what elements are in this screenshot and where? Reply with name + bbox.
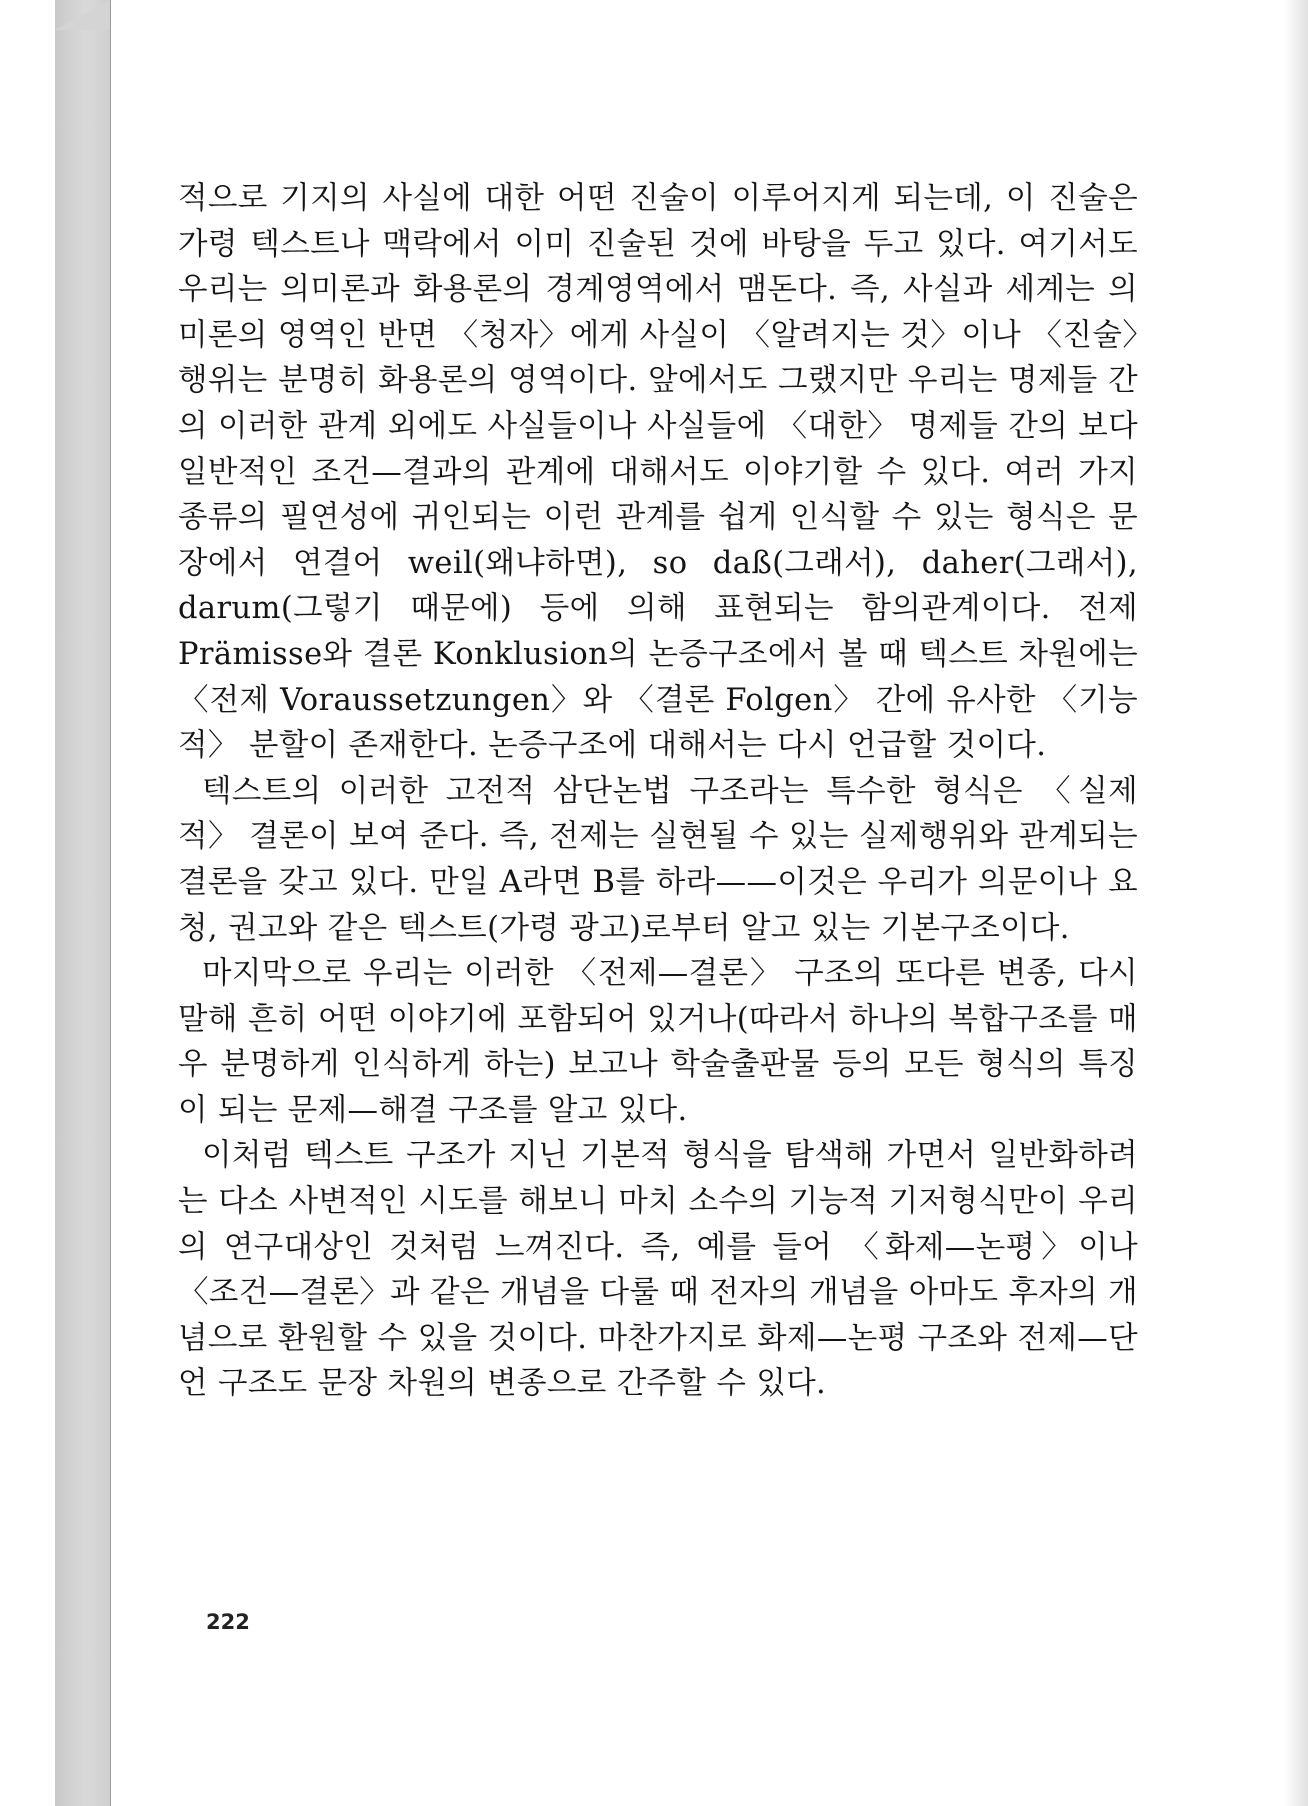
book-spine-top [55, 0, 110, 30]
paragraph-3: 마지막으로 우리는 이러한 〈전제—결론〉 구조의 또다른 변종, 다시 말해 흔히 어떤 이야기에 포함되어 있거나(따라서 하나의 복합구조를 매우 분명하게 인식하게 하는) 보고나 학술출판물 등의 모든 형식의 특징이 되는 문제—해결 구조를 알고 있다. [178, 956, 1138, 1128]
body-text [178, 176, 1138, 1407]
book-spine [55, 0, 110, 1806]
page-number: 222 [206, 1610, 250, 1634]
paragraph-4: 이처럼 텍스트 구조가 지닌 기본적 형식을 탐색해 가면서 일반화하려는 다소 사변적인 시도를 해보니 마치 소수의 기능적 기저형식만이 우리의 연구대상인 것처럼 느껴진다. 즉, 예를 들어 〈화제—논평〉이나 〈조건—결론〉과 같은 개념을 다룰 때 전자의 개념을 아마도 후자의 개념으로 환원할 수 있을 것이다. 마찬가지로 화제—논평 구조와 전제—단언 구조도 문장 차원의 변종으로 간주할 수 있다. [178, 1138, 1138, 1402]
paragraph-1: 적으로 기지의 사실에 대한 어떤 진술이 이루어지게 되는데, 이 진술은 가령 텍스트나 맥락에서 이미 진술된 것에 바탕을 두고 있다. 여기서도 우리는 의미론과 화용론의 경계영역에서 맴돈다. 즉, 사실과 세계는 의미론의 영역인 반면 〈청자〉에게 사실이 〈알려지는 것〉이나 〈진술〉행위는 분명히 화용론의 영역이다. 앞에서도 그랬지만 우리는 명제들 간의 이러한 관계 외에도 사실들이나 사실들에 〈대한〉 명제들 간의 보다 일반적인 조건—결과의 관계에 대해서도 이야기할 수 있다. 여러 가지 종류의 필연성에 귀인되는 이런 관계를 쉽게 인식할 수 있는 형식은 문장에서 연결어 weil(왜냐하면), so daß(그래서), daher(그래서), darum(그렇기 때문에) 등에 의해 표현되는 함의관계이다. 전제 Prämisse와 결론 Konklusion의 논증구조에서 볼 때 텍스트 차원에는 〈전제 Voraussetzungen〉와 〈결론 Folgen〉 간에 유사한 〈기능적〉 분할이 존재한다. 논증구조에 대해서는 다시 언급할 것이다. [178, 181, 1138, 764]
page-edge-shadow [1284, 0, 1308, 1806]
paragraph-2: 텍스트의 이러한 고전적 삼단논법 구조라는 특수한 형식은 〈실제적〉 결론이 보여 준다. 즉, 전제는 실현될 수 있는 실제행위와 관계되는 결론을 갖고 있다. 만일 A라면 B를 하라——이것은 우리가 의문이나 요청, 권고와 같은 텍스트(가령 광고)로부터 알고 있는 기본구조이다. [178, 773, 1138, 946]
